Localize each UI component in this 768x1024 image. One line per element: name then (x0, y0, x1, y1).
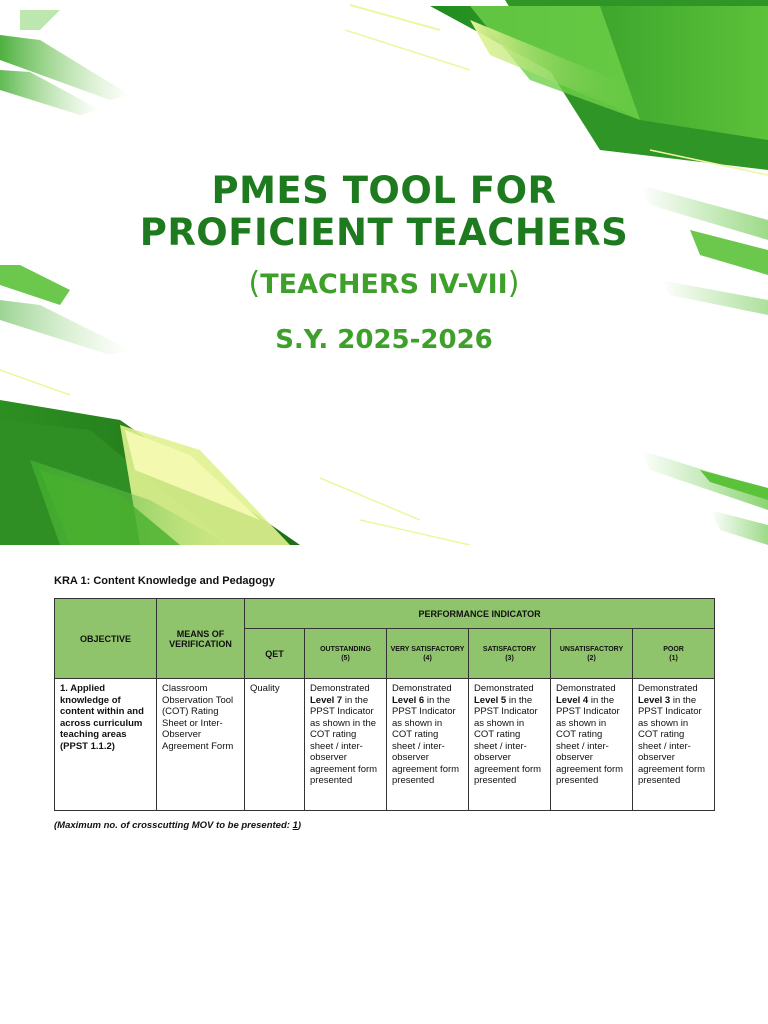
subtitle-text: TEACHERS IV-VII (260, 269, 508, 300)
header-means-of-verification: MEANS OF VERIFICATION (157, 599, 245, 679)
title-line-1: PMES TOOL FOR (211, 169, 557, 212)
header-level-outstanding: OUTSTANDING (5) (305, 629, 387, 679)
header-qet: QET (245, 629, 305, 679)
satisfactory-cell: Demonstrated Level 5 in the PPST Indicator as shown in COT rating sheet / inter-observer agreement form presented (469, 679, 551, 811)
header-performance-indicator: PERFORMANCE INDICATOR (245, 599, 715, 629)
title-block (0, 170, 768, 355)
mov-count: 1 (292, 820, 298, 831)
header-level-unsatisfactory: UNSATISFACTORY (2) (551, 629, 633, 679)
header-level-very-satisfactory: VERY SATISFACTORY (4) (387, 629, 469, 679)
header-level-poor: POOR (1) (633, 629, 715, 679)
mov-footnote: (Maximum no. of crosscutting MOV to be presented: 1) (54, 820, 302, 831)
header-level-satisfactory: SATISFACTORY (3) (469, 629, 551, 679)
objective-cell: 1. Applied knowledge of content within and across curriculum teaching areas (PPST 1.1.2) (55, 679, 157, 811)
very-satisfactory-cell: Demonstrated Level 6 in the PPST Indicator as shown in COT rating sheet / inter-observer agreement form presented (387, 679, 469, 811)
title-line-2: PROFICIENT TEACHERS (139, 211, 629, 254)
means-cell: Classroom Observation Tool (COT) Rating Sheet or Inter-Observer Agreement Form (157, 679, 245, 811)
kra-title: KRA 1: Content Knowledge and Pedagogy (54, 575, 275, 587)
qet-cell: Quality (245, 679, 305, 811)
outstanding-cell: Demonstrated Level 7 in the PPST Indicator as shown in the COT rating sheet / inter-observer agreement form presented (305, 679, 387, 811)
header-objective: OBJECTIVE (55, 599, 157, 679)
document-page (0, 545, 768, 1024)
unsatisfactory-cell: Demonstrated Level 4 in the PPST Indicator as shown in COT rating sheet / inter-observer agreement form presented (551, 679, 633, 811)
subtitle: (TEACHERS IV-VII) (248, 266, 520, 301)
school-year: S.Y. 2025-2026 (275, 325, 493, 355)
table-row (55, 679, 715, 811)
performance-indicator-table (54, 598, 715, 811)
poor-cell: Demonstrated Level 3 in the PPST Indicator as shown in COT rating sheet / inter-observer agreement form presented (633, 679, 715, 811)
